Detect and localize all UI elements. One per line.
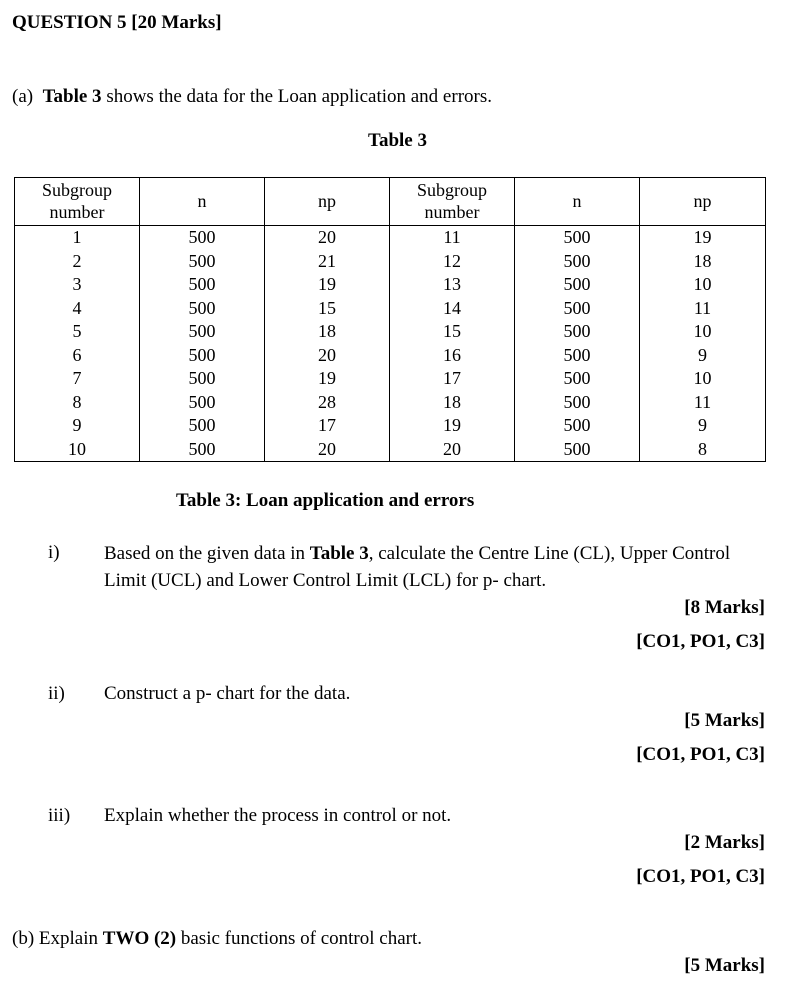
table-cell: 19 — [640, 226, 766, 250]
table-cell: 500 — [515, 414, 640, 438]
table-cell: 20 — [265, 344, 390, 368]
table-cell: 500 — [140, 226, 265, 250]
table-cell: 500 — [515, 297, 640, 321]
table-cell: 18 — [390, 391, 515, 415]
table-cell: 8 — [640, 438, 766, 462]
table-header-cell: n — [515, 178, 640, 226]
table-cell: 10 — [640, 273, 766, 297]
table-cell: 20 — [265, 226, 390, 250]
table-cell: 500 — [140, 250, 265, 274]
table-cell: 9 — [640, 344, 766, 368]
table-cell: 19 — [265, 273, 390, 297]
table-cell: 20 — [265, 438, 390, 462]
table-header-cell: np — [640, 178, 766, 226]
part-a-intro: (a) Table 3 shows the data for the Loan application and errors. — [12, 86, 492, 107]
table-cell: 10 — [640, 320, 766, 344]
table-cell: 500 — [140, 344, 265, 368]
table-row — [15, 414, 766, 438]
table-cell: 15 — [265, 297, 390, 321]
table-cell: 10 — [15, 438, 140, 462]
table-cell: 500 — [140, 414, 265, 438]
table-cell: 10 — [640, 367, 766, 391]
question-ii-outcomes: [CO1, PO1, C3] — [636, 744, 765, 765]
table-row — [15, 250, 766, 274]
table-cell: 11 — [640, 297, 766, 321]
table-cell: 500 — [515, 438, 640, 462]
table-cell: 7 — [15, 367, 140, 391]
table-cell: 500 — [140, 367, 265, 391]
table-cell: 500 — [515, 367, 640, 391]
table-cell: 18 — [265, 320, 390, 344]
table-header-cell: n — [140, 178, 265, 226]
table-cell: 500 — [140, 273, 265, 297]
table-cell: 1 — [15, 226, 140, 250]
table-cell: 500 — [515, 250, 640, 274]
table-cell: 20 — [390, 438, 515, 462]
table-cell: 18 — [640, 250, 766, 274]
table-cell: 6 — [15, 344, 140, 368]
table-row — [15, 367, 766, 391]
table-cell: 17 — [390, 367, 515, 391]
table-row — [15, 297, 766, 321]
table-cell: 11 — [640, 391, 766, 415]
question-iii-outcomes: [CO1, PO1, C3] — [636, 866, 765, 887]
table-cell: 12 — [390, 250, 515, 274]
table-cell: 19 — [390, 414, 515, 438]
question-ii-marks: [5 Marks] — [684, 710, 765, 731]
question-title: QUESTION 5 [20 Marks] — [12, 12, 222, 33]
table-cell: 2 — [15, 250, 140, 274]
table-cell: 14 — [390, 297, 515, 321]
question-i-outcomes: [CO1, PO1, C3] — [636, 631, 765, 652]
question-ii-number: ii) — [48, 683, 65, 704]
question-i-marks: [8 Marks] — [684, 597, 765, 618]
table-cell: 13 — [390, 273, 515, 297]
question-iii-text: Explain whether the process in control or not. — [104, 805, 452, 826]
table-cell: 500 — [140, 297, 265, 321]
part-b-question: (b) Explain TWO (2) basic functions of control chart. — [12, 928, 422, 949]
table-row — [15, 320, 766, 344]
table-row — [15, 391, 766, 415]
part-b-marks: [5 Marks] — [684, 955, 765, 976]
table-header-cell: np — [265, 178, 390, 226]
table-cell: 500 — [140, 320, 265, 344]
table-cell: 500 — [140, 438, 265, 462]
table-cell: 4 — [15, 297, 140, 321]
table-header-cell: Subgroup number — [15, 178, 140, 226]
table-header-cell: Subgroup number — [390, 178, 515, 226]
table-cell: 500 — [515, 273, 640, 297]
table-caption: Table 3: Loan application and errors — [176, 490, 475, 511]
table-cell: 500 — [140, 391, 265, 415]
question-i-text: Based on the given data in Table 3, calculate the Centre Line (CL), Upper Control Limit (UCL) and Lower Control Limit (LCL) for p- chart. — [104, 543, 731, 591]
question-i-number: i) — [48, 542, 60, 563]
table-row — [15, 226, 766, 250]
table-cell: 500 — [515, 391, 640, 415]
table-cell: 500 — [515, 226, 640, 250]
table-cell: 16 — [390, 344, 515, 368]
table-title: Table 3 — [368, 130, 427, 151]
question-iii-number: iii) — [48, 805, 71, 826]
table-row — [15, 344, 766, 368]
table-cell: 9 — [15, 414, 140, 438]
table-cell: 21 — [265, 250, 390, 274]
table-body — [15, 226, 766, 462]
table-cell: 8 — [15, 391, 140, 415]
table-row — [15, 273, 766, 297]
table-cell: 500 — [515, 344, 640, 368]
loan-data-table — [14, 177, 766, 462]
table-cell: 11 — [390, 226, 515, 250]
table-cell: 3 — [15, 273, 140, 297]
table-cell: 500 — [515, 320, 640, 344]
question-iii-marks: [2 Marks] — [684, 832, 765, 853]
table-cell: 17 — [265, 414, 390, 438]
table-cell: 5 — [15, 320, 140, 344]
table-cell: 19 — [265, 367, 390, 391]
table-cell: 28 — [265, 391, 390, 415]
table-cell: 15 — [390, 320, 515, 344]
table-header-row — [15, 178, 766, 226]
table-cell: 9 — [640, 414, 766, 438]
question-ii-text: Construct a p- chart for the data. — [104, 683, 351, 704]
table-row — [15, 438, 766, 462]
